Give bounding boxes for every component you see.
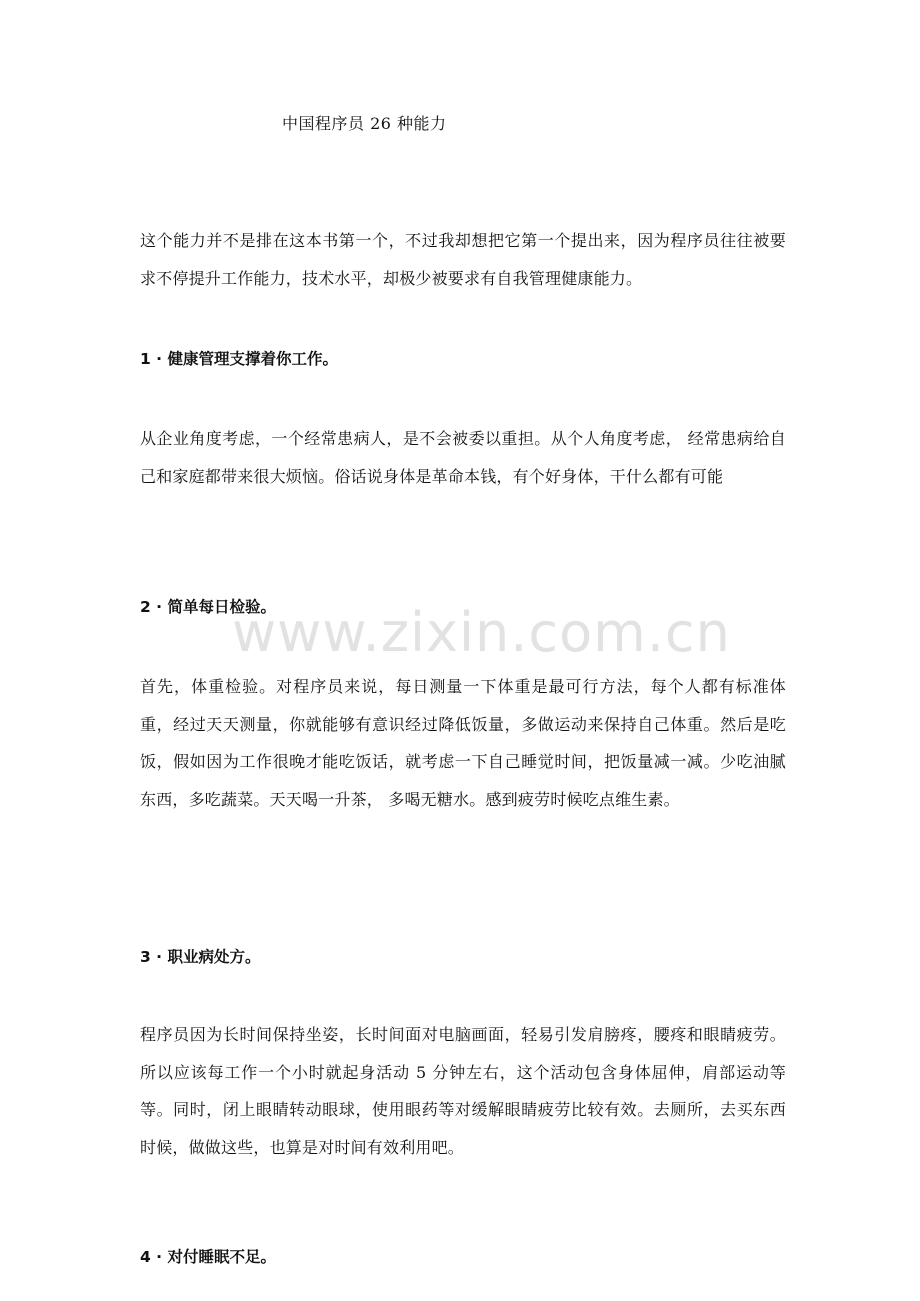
watermark: www.zixin.com.cn <box>232 601 731 664</box>
section-3-body: 程序员因为长时间保持坐姿，长时间面对电脑画面，轻易引发肩膀疼，腰疼和眼睛疲劳。所以应该每工作一个小时就起身活动 5 分钟左右，这个活动包含身体屈伸，肩部运动等等。同时，闭上眼睛转动眼球，使用眼药等对缓解眼睛疲劳比较有效。去厕所，去买东西时候，做做这些，也算是对时间有效利用吧。 <box>140 1025 786 1157</box>
section-4-heading: 4 · 对付睡眠不足。 <box>140 1248 276 1266</box>
section-2-heading: 2 · 简单每日检验。 <box>140 598 276 616</box>
section-1-heading: 1 · 健康管理支撑着你工作。 <box>140 350 338 368</box>
section-3-heading: 3 · 职业病处方。 <box>140 948 261 966</box>
section-2-body: 首先，体重检验。对程序员来说，每日测量一下体重是最可行方法，每个人都有标准体重，经过天天测量，你就能够有意识经过降低饭量，多做运动来保持自己体重。然后是吃饭，假如因为工作很晚才能吃饭话，就考虑一下自己睡觉时间，把饭量减一减。少吃油腻东西，多吃蔬菜。天天喝一升茶， 多喝无糖水。感到疲劳时候吃点维生素。 <box>140 677 786 809</box>
document-title: 中国程序员 26 种能力 <box>282 114 447 133</box>
intro-paragraph: 这个能力并不是排在这本书第一个，不过我却想把它第一个提出来，因为程序员往往被要求不停提升工作能力，技术水平，却极少被要求有自我管理健康能力。 <box>140 231 786 288</box>
section-1-body: 从企业角度考虑，一个经常患病人，是不会被委以重担。从个人角度考虑， 经常患病给自己和家庭都带来很大烦恼。俗话说身体是革命本钱，有个好身体，干什么都有可能 <box>140 429 786 486</box>
